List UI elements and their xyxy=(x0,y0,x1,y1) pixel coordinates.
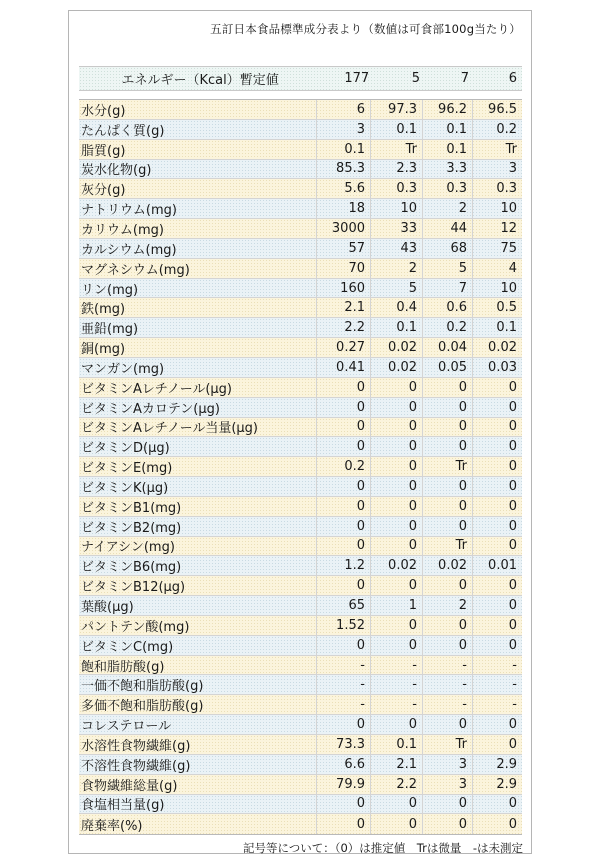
nutrient-value-1: 0 xyxy=(317,795,371,814)
nutrient-value-2: 10 xyxy=(371,199,423,218)
nutrient-value-4: 10 xyxy=(500,280,517,296)
nutrient-value-1: 0 xyxy=(317,477,371,496)
nutrient-value-4: 0 xyxy=(508,498,517,514)
nutrient-value-4: 0 xyxy=(508,816,517,832)
table-row xyxy=(79,735,522,755)
nutrient-value-1: 0.41 xyxy=(317,358,371,377)
nutrient-value-3: 2 xyxy=(423,199,473,218)
nutrient-name: リン(mg) xyxy=(79,279,317,298)
nutrient-value-4: 0 xyxy=(508,379,517,395)
nutrient-value-3: 7 xyxy=(423,279,473,298)
energy-value-3: 7 xyxy=(460,71,470,86)
table-row xyxy=(79,477,522,497)
nutrient-name: ビタミンAレチノール当量(μg) xyxy=(79,418,317,437)
nutrient-name: マグネシウム(mg) xyxy=(79,259,317,278)
energy-row xyxy=(79,66,522,91)
nutrient-value-1: 0 xyxy=(317,814,371,834)
nutrient-value-4: 0 xyxy=(508,637,517,653)
nutrient-value-1: 0 xyxy=(317,537,371,556)
nutrient-value-1: 0 xyxy=(317,576,371,595)
nutrient-value-2: 0 xyxy=(371,497,423,516)
nutrient-value-1: 5.6 xyxy=(317,179,371,198)
nutrient-name: 鉄(mg) xyxy=(79,298,317,317)
nutrient-value-1: 73.3 xyxy=(317,735,371,754)
nutrient-value-2: 0 xyxy=(371,398,423,417)
nutrient-value-3: Tr xyxy=(423,457,473,476)
nutrient-name: パントテン酸(mg) xyxy=(79,616,317,635)
nutrient-value-1: 0.2 xyxy=(317,457,371,476)
nutrient-value-1: 0 xyxy=(317,517,371,536)
nutrient-value-1: - xyxy=(317,695,371,714)
nutrient-value-2: - xyxy=(371,675,423,694)
nutrient-name: ビタミンB12(μg) xyxy=(79,576,317,595)
nutrient-name: ビタミンD(μg) xyxy=(79,437,317,456)
nutrient-value-3: 68 xyxy=(423,239,473,258)
table-row xyxy=(79,179,522,199)
nutrient-value-4: 2.9 xyxy=(496,756,517,772)
nutrient-value-4: 10 xyxy=(500,201,517,217)
table-row xyxy=(79,140,522,160)
nutrient-value-2: 0 xyxy=(371,576,423,595)
nutrient-value-1: 0 xyxy=(317,715,371,734)
nutrient-value-2: 0.02 xyxy=(371,556,423,575)
table-row xyxy=(79,656,522,676)
nutrient-value-4: 0 xyxy=(508,578,517,594)
nutrient-value-3: 0.1 xyxy=(423,140,473,159)
nutrient-value-1: 85.3 xyxy=(317,160,371,179)
nutrient-value-3: 44 xyxy=(423,219,473,238)
nutrient-value-3: 0.1 xyxy=(423,120,473,139)
nutrient-value-1: 0 xyxy=(317,398,371,417)
nutrient-name: 水分(g) xyxy=(79,100,317,119)
table-row xyxy=(79,219,522,239)
nutrient-value-1: 57 xyxy=(317,239,371,258)
nutrient-value-3: 0.02 xyxy=(423,556,473,575)
nutrient-value-3: - xyxy=(423,675,473,694)
nutrient-value-2: 33 xyxy=(371,219,423,238)
table-row xyxy=(79,298,522,318)
nutrient-value-3: - xyxy=(423,695,473,714)
table-row xyxy=(79,556,522,576)
nutrient-value-4: - xyxy=(512,697,517,713)
legend-note: 記号等について：（0）は推定値 Trは微量 -は未測定 xyxy=(242,841,523,855)
nutrient-value-2: 2.2 xyxy=(371,775,423,794)
nutrient-value-1: 0 xyxy=(317,497,371,516)
nutrient-value-4: 0.02 xyxy=(488,340,517,356)
table-row xyxy=(79,576,522,596)
nutrient-value-3: 96.2 xyxy=(423,100,473,119)
nutrient-value-3: 0 xyxy=(423,795,473,814)
nutrient-value-4: 0.2 xyxy=(496,121,517,137)
nutrient-value-4: 0 xyxy=(508,796,517,812)
nutrient-value-2: 0.3 xyxy=(371,179,423,198)
nutrient-value-2: - xyxy=(371,656,423,675)
nutrient-value-1: 0 xyxy=(317,378,371,397)
nutrient-value-4: 96.5 xyxy=(488,101,517,117)
table-row xyxy=(79,616,522,636)
nutrient-value-3: 0 xyxy=(423,616,473,635)
nutrient-name: 多価不飽和脂肪酸(g) xyxy=(79,695,317,714)
table-row xyxy=(79,398,522,418)
nutrient-value-3: 0 xyxy=(423,437,473,456)
nutrient-name: 脂質(g) xyxy=(79,140,317,159)
nutrient-name: ビタミンK(μg) xyxy=(79,477,317,496)
nutrient-value-4: 0.3 xyxy=(496,181,517,197)
nutrient-value-1: 0 xyxy=(317,418,371,437)
nutrient-value-2: 0 xyxy=(371,715,423,734)
table-row xyxy=(79,259,522,279)
nutrient-value-1: 0 xyxy=(317,636,371,655)
nutrient-value-2: 0 xyxy=(371,437,423,456)
nutrient-value-1: 2.2 xyxy=(317,318,371,337)
nutrient-value-3: 0 xyxy=(423,576,473,595)
nutrient-value-2: 0.4 xyxy=(371,298,423,317)
nutrient-value-4: 0 xyxy=(508,518,517,534)
nutrient-value-2: 0.1 xyxy=(371,120,423,139)
nutrient-name: ビタミンB1(mg) xyxy=(79,497,317,516)
nutrient-value-2: 0.1 xyxy=(371,735,423,754)
table-row xyxy=(79,795,522,815)
nutrient-value-1: 0 xyxy=(317,437,371,456)
nutrient-value-1: 3 xyxy=(317,120,371,139)
nutrient-value-4: 0.01 xyxy=(488,558,517,574)
nutrient-name: カルシウム(mg) xyxy=(79,239,317,258)
nutrient-value-2: 1 xyxy=(371,596,423,615)
nutrient-value-3: Tr xyxy=(423,537,473,556)
nutrient-value-3: 3 xyxy=(423,775,473,794)
nutrient-value-2: 2.1 xyxy=(371,755,423,774)
table-row xyxy=(79,695,522,715)
nutrient-value-3: 0 xyxy=(423,636,473,655)
nutrient-value-1: 1.52 xyxy=(317,616,371,635)
nutrient-value-1: 0.27 xyxy=(317,338,371,357)
nutrient-value-4: - xyxy=(512,677,517,693)
nutrient-value-3: 0 xyxy=(423,517,473,536)
nutrient-name: 食塩相当量(g) xyxy=(79,795,317,814)
nutrient-value-4: - xyxy=(512,657,517,673)
nutrient-value-2: 5 xyxy=(371,279,423,298)
nutrient-value-3: 0 xyxy=(423,398,473,417)
table-row xyxy=(79,596,522,616)
table-row xyxy=(79,636,522,656)
nutrient-name: コレステロール xyxy=(79,715,317,734)
nutrient-value-2: 0 xyxy=(371,795,423,814)
table-row xyxy=(79,537,522,557)
nutrient-value-3: 0 xyxy=(423,477,473,496)
nutrient-value-3: 0 xyxy=(423,497,473,516)
nutrient-value-4: 0 xyxy=(508,617,517,633)
nutrient-value-1: 6 xyxy=(317,100,371,119)
nutrient-value-2: 43 xyxy=(371,239,423,258)
nutrient-value-2: 0.02 xyxy=(371,358,423,377)
nutrient-value-4: 3 xyxy=(508,161,517,177)
nutrient-name: ビタミンAカロテン(μg) xyxy=(79,398,317,417)
nutrient-value-4: 0.5 xyxy=(496,300,517,316)
nutrient-value-2: 2 xyxy=(371,259,423,278)
nutrient-value-2: 0.1 xyxy=(371,318,423,337)
nutrient-value-1: 1.2 xyxy=(317,556,371,575)
table-row xyxy=(79,715,522,735)
nutrient-value-4: 0 xyxy=(508,478,517,494)
nutrient-value-3: Tr xyxy=(423,735,473,754)
nutrient-value-3: - xyxy=(423,656,473,675)
nutrient-value-1: 2.1 xyxy=(317,298,371,317)
nutrient-name: ビタミンE(mg) xyxy=(79,457,317,476)
nutrient-value-4: 0 xyxy=(508,598,517,614)
table-row xyxy=(79,100,522,120)
nutrient-value-4: 0 xyxy=(508,419,517,435)
nutrient-value-3: 0 xyxy=(423,715,473,734)
nutrient-value-2: 0 xyxy=(371,517,423,536)
nutrient-value-4: 75 xyxy=(500,240,517,256)
nutrient-value-1: 65 xyxy=(317,596,371,615)
table-row xyxy=(79,814,522,834)
nutrient-value-1: 160 xyxy=(317,279,371,298)
nutrient-value-4: 0 xyxy=(508,736,517,752)
nutrient-value-1: 79.9 xyxy=(317,775,371,794)
nutrient-value-2: 2.3 xyxy=(371,160,423,179)
nutrition-panel xyxy=(68,10,532,854)
nutrient-name: 飽和脂肪酸(g) xyxy=(79,656,317,675)
source-note: 五訂日本食品標準成分表より（数値は可食部100g当たり） xyxy=(210,22,521,36)
nutrient-value-4: 12 xyxy=(500,220,517,236)
table-row xyxy=(79,497,522,517)
table-row xyxy=(79,120,522,140)
nutrient-value-4: 0 xyxy=(508,717,517,733)
nutrient-name: 葉酸(μg) xyxy=(79,596,317,615)
nutrient-value-3: 0 xyxy=(423,418,473,437)
nutrient-name: マンガン(mg) xyxy=(79,358,317,377)
table-row xyxy=(79,437,522,457)
nutrient-name: ビタミンB2(mg) xyxy=(79,517,317,536)
nutrient-value-3: 3 xyxy=(423,755,473,774)
table-row xyxy=(79,418,522,438)
nutrient-value-4: 0 xyxy=(508,538,517,554)
table-row xyxy=(79,775,522,795)
nutrient-value-4: 0 xyxy=(508,459,517,475)
energy-value-4: 6 xyxy=(508,71,517,86)
nutrient-value-3: 0.3 xyxy=(423,179,473,198)
nutrient-value-2: Tr xyxy=(371,140,423,159)
nutrient-value-4: 0 xyxy=(508,439,517,455)
nutrient-name: ビタミンC(mg) xyxy=(79,636,317,655)
nutrient-name: 不溶性食物繊維(g) xyxy=(79,755,317,774)
nutrient-value-1: 18 xyxy=(317,199,371,218)
table-row xyxy=(79,279,522,299)
nutrient-value-4: 4 xyxy=(508,260,517,276)
table-row xyxy=(79,517,522,537)
nutrient-value-2: 0 xyxy=(371,537,423,556)
table-row xyxy=(79,378,522,398)
table-row xyxy=(79,755,522,775)
nutrient-name: 水溶性食物繊維(g) xyxy=(79,735,317,754)
table-row xyxy=(79,338,522,358)
table-row xyxy=(79,199,522,219)
nutrient-name: ナトリウム(mg) xyxy=(79,199,317,218)
nutrient-value-3: 0.2 xyxy=(423,318,473,337)
nutrient-value-2: - xyxy=(371,695,423,714)
nutrient-value-2: 0 xyxy=(371,814,423,834)
nutrient-value-2: 97.3 xyxy=(371,100,423,119)
nutrient-name: 廃棄率(%) xyxy=(79,814,317,834)
nutrient-value-1: 0.1 xyxy=(317,140,371,159)
nutrient-name: カリウム(mg) xyxy=(79,219,317,238)
nutrient-value-3: 0.05 xyxy=(423,358,473,377)
nutrient-name: たんぱく質(g) xyxy=(79,120,317,139)
nutrient-value-4: 2.9 xyxy=(496,776,517,792)
nutrient-value-1: 6.6 xyxy=(317,755,371,774)
nutrient-value-2: 0 xyxy=(371,616,423,635)
table-row xyxy=(79,239,522,259)
nutrient-value-4: Tr xyxy=(505,141,517,157)
nutrient-table xyxy=(79,99,522,835)
nutrient-value-3: 0 xyxy=(423,814,473,834)
nutrient-name: ナイアシン(mg) xyxy=(79,537,317,556)
table-row xyxy=(79,675,522,695)
table-row xyxy=(79,160,522,180)
nutrient-value-4: 0 xyxy=(508,399,517,415)
nutrient-value-3: 0.04 xyxy=(423,338,473,357)
nutrient-value-2: 0 xyxy=(371,636,423,655)
nutrient-value-4: 0.1 xyxy=(496,320,517,336)
nutrient-value-3: 0.6 xyxy=(423,298,473,317)
nutrient-name: 一価不飽和脂肪酸(g) xyxy=(79,675,317,694)
nutrient-name: ビタミンAレチノール(μg) xyxy=(79,378,317,397)
nutrient-name: 銅(mg) xyxy=(79,338,317,357)
nutrient-value-3: 2 xyxy=(423,596,473,615)
table-row xyxy=(79,318,522,338)
nutrient-value-1: 3000 xyxy=(317,219,371,238)
nutrient-name: 灰分(g) xyxy=(79,179,317,198)
table-row xyxy=(79,457,522,477)
nutrient-name: ビタミンB6(mg) xyxy=(79,556,317,575)
table-row xyxy=(79,358,522,378)
nutrient-value-1: - xyxy=(317,656,371,675)
nutrient-value-3: 5 xyxy=(423,259,473,278)
nutrient-name: 食物繊維総量(g) xyxy=(79,775,317,794)
nutrient-value-3: 0 xyxy=(423,378,473,397)
nutrient-value-2: 0 xyxy=(371,418,423,437)
nutrient-value-2: 0 xyxy=(371,477,423,496)
nutrient-value-2: 0 xyxy=(371,378,423,397)
nutrient-value-4: 0.03 xyxy=(488,359,517,375)
energy-value-1: 177 xyxy=(344,71,370,86)
nutrient-name: 炭水化物(g) xyxy=(79,160,317,179)
nutrient-name: 亜鉛(mg) xyxy=(79,318,317,337)
nutrient-value-1: 70 xyxy=(317,259,371,278)
nutrient-value-2: 0.02 xyxy=(371,338,423,357)
nutrient-value-1: - xyxy=(317,675,371,694)
nutrient-value-3: 3.3 xyxy=(423,160,473,179)
energy-label: エネルギー（Kcal）暫定値 xyxy=(121,73,279,88)
energy-value-2: 5 xyxy=(411,71,421,86)
nutrient-value-2: 0 xyxy=(371,457,423,476)
